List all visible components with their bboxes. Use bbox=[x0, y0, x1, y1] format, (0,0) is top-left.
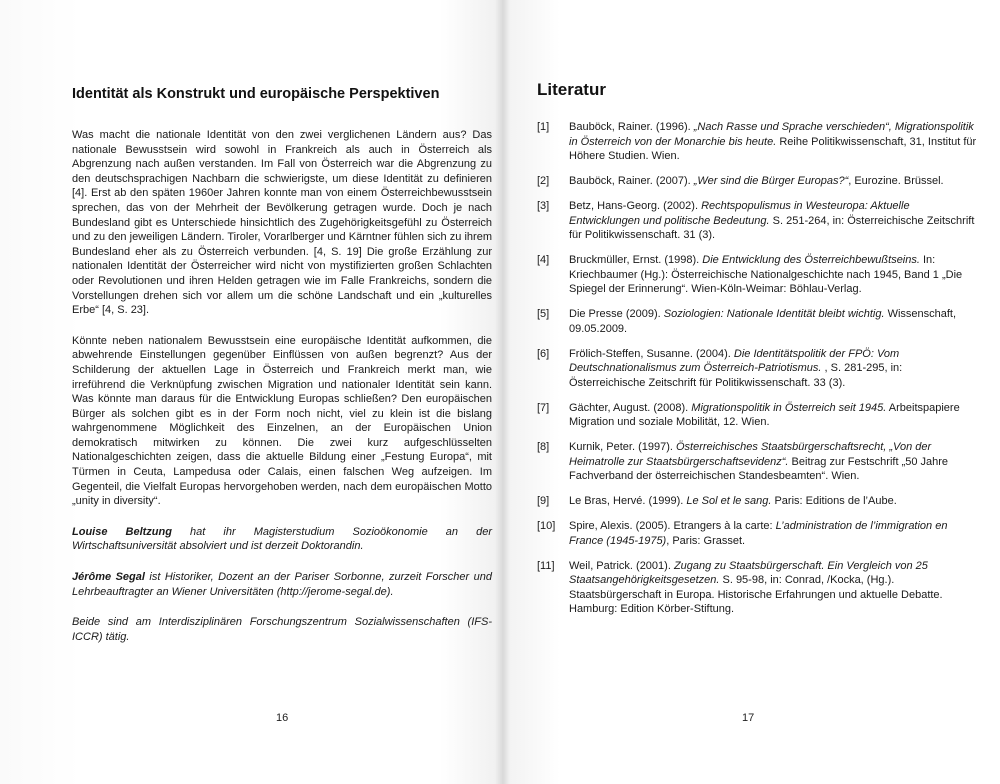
reference-details: , S. 281-295, in: Österreichische Zeitschrift für Politikwissenschaft. 33 (3). bbox=[569, 362, 903, 389]
reference-details: Arbeitspapiere Migration und soziale Mobilität, 12. Wien. bbox=[569, 401, 960, 428]
reference-title: „Nach Rasse und Sprache verschieden“, Migrationspolitik in Österreich von der Monarchie bis heute. bbox=[569, 121, 974, 148]
reference-title: Soziologien: Nationale Identität bleibt wichtig. bbox=[663, 308, 885, 320]
reference-number: [11] bbox=[537, 559, 555, 572]
reference-list bbox=[537, 120, 977, 627]
reference-title: Rechtspopulismus in Westeuropa: Aktuelle Entwicklungen und politische Bedeutung. bbox=[569, 200, 910, 227]
reference-item bbox=[537, 253, 977, 297]
reference-details: , Paris: Grasset. bbox=[666, 534, 746, 547]
page-number: 17 bbox=[742, 712, 755, 724]
reference-author: Bauböck, Rainer. (2007). bbox=[569, 175, 694, 187]
reference-item bbox=[537, 174, 977, 189]
reference-details: Paris: Editions de l’Aube. bbox=[771, 495, 897, 507]
reference-author: Bauböck, Rainer. (1996). bbox=[569, 121, 694, 133]
reference-item bbox=[537, 307, 977, 336]
author-name: Louise Beltzung bbox=[72, 525, 172, 538]
reference-details: Reihe Politikwissenschaft, 31, Institut für Höhere Studien. Wien. bbox=[569, 135, 977, 162]
reference-item bbox=[537, 494, 977, 509]
paragraph: Was macht die nationale Identität von den zwei verglichenen Ländern aus? Das nationale Bewusstsein wird sowohl in Frankreich als auch in Österreich als Abgrenzung nach außen verstanden. Im Fall von Österreich war die Abgrenzung zu den deutschsprachigen Nachbarn die schwierigste, um diese Identität zu definieren [4]. Erst ab den späten 1960er Jahren konnte man von einem Österreichbewusstsein sprechen, das von der Mehrheit der Bevölkerung getragen wurde. Doch je nach Bundesland gibt es Unterschiede hinsichtlich des Zugehörigkeitsgefühl zu Österreich und zu den jeweiligen Ländern. Tiroler, Vorarlberger und Kärntner fühlen sich zu ihrem Bundesland eher als zu Österreich verbunden. [4, S. 19] Die große Erzählung zur nationalen Identität der Österreicher wird nicht von mystifizierten großen Schlachten oder Revolutionen und ihren Helden getragen wie im Falle Frankreichs, sondern die Vorstellungen drehen sich vor allem um die schöne Landschaft und ein „kulturelles Erbe“ [4, S. 23]. bbox=[72, 129, 492, 317]
reference-author: Weil, Patrick. (2001). bbox=[569, 559, 674, 572]
author-name: Jérôme Segal bbox=[72, 571, 145, 584]
reference-item bbox=[537, 440, 977, 484]
reference-author: Le Bras, Hervé. (1999). bbox=[569, 495, 687, 507]
reference-details: In: Kriechbaumer (Hg.): Österreichische Nationalgeschichte nach 1945, Band 1 „Die Spiegel der Erinnerung“. Wien-Köln-Weimar: Böhlau-Verlag. bbox=[569, 254, 963, 295]
reference-number: [2] bbox=[537, 175, 550, 187]
affiliation-note: Beide sind am Interdisziplinären Forschungszentrum Sozialwissenschaften (IFS-ICCR) tätig. bbox=[72, 616, 492, 643]
left-body-text bbox=[72, 128, 492, 660]
reference-author: Die Presse (2009). bbox=[569, 308, 664, 320]
reference-number: [9] bbox=[537, 495, 550, 507]
reference-details: S. 95-98, in: Conrad, /Kocka, (Hg.). Staatsbürgerschaft in Europa. Historische Erfahrungen und aktuelle Debatte. Hamburg: Edition Körber-Stiftung. bbox=[569, 574, 943, 615]
reference-title: Zugang zu Staatsbürgerschaft. Ein Vergleich von 25 Staatsangehörigkeitsgesetzen. bbox=[569, 559, 928, 586]
reference-title: Le Sol et le sang. bbox=[686, 495, 772, 507]
reference-number: [8] bbox=[537, 441, 550, 453]
author-bio bbox=[72, 525, 492, 554]
reference-author: Bruckmüller, Ernst. (1998). bbox=[569, 254, 703, 266]
reference-details: Beitrag zur Festschrift „50 Jahre Fachverband der österreichischen Standesbeamten“. Wien. bbox=[569, 455, 949, 482]
author-bio bbox=[72, 570, 492, 599]
reference-title: Österreichisches Staatsbürgerschaftsrecht, „Von der Heimatrolle zur Staatsbürgerschaftsevidenz“. bbox=[569, 441, 932, 468]
reference-number: [7] bbox=[537, 401, 550, 414]
reference-number: [3] bbox=[537, 200, 550, 212]
reference-title: Die Entwicklung des Österreichbewußtseins. bbox=[702, 254, 920, 266]
reference-item bbox=[537, 559, 977, 617]
reference-title: „Wer sind die Bürger Europas?“ bbox=[693, 175, 849, 187]
section-heading: Identität als Konstrukt und europäische Perspektiven bbox=[72, 86, 440, 102]
reference-title: Die Identitätspolitik der FPÖ: Vom Deutschnationalismus zum Österreich-Patriotismus. bbox=[569, 347, 900, 374]
reference-author: Spire, Alexis. (2005). Etrangers à la carte: bbox=[569, 520, 776, 532]
reference-number: [4] bbox=[537, 254, 550, 266]
reference-author: Betz, Hans-Georg. (2002). bbox=[569, 200, 702, 212]
reference-item bbox=[537, 120, 977, 164]
references-heading: Literatur bbox=[537, 80, 606, 99]
reference-number: [1] bbox=[537, 121, 550, 133]
reference-author: Gächter, August. (2008). bbox=[569, 401, 692, 414]
reference-number: [10] bbox=[537, 520, 556, 532]
reference-item bbox=[537, 199, 977, 243]
author-bio-text: hat ihr Magisterstudium Sozioökonomie an der Wirtschaftsuniversität absolviert und ist derzeit Doktorandin. bbox=[72, 525, 492, 553]
reference-item bbox=[537, 519, 977, 548]
reference-author: Kurnik, Peter. (1997). bbox=[569, 441, 676, 453]
reference-item bbox=[537, 347, 977, 391]
reference-details: S. 251-264, in: Österreichische Zeitschrift für Politikwissenschaft. 31 (3). bbox=[569, 214, 975, 241]
page-number: 16 bbox=[276, 712, 289, 724]
reference-number: [5] bbox=[537, 308, 550, 320]
reference-number: [6] bbox=[537, 347, 550, 360]
author-bio-text: ist Historiker, Dozent an der Pariser Sorbonne, zurzeit Forscher und Lehrbeauftragter an Wiener Universitäten (http://jerome-segal.de). bbox=[72, 571, 493, 598]
reference-title: L’administration de l’immigration en France (1945-1975) bbox=[569, 520, 948, 547]
reference-details: Wissenschaft, 09.05.2009. bbox=[569, 308, 957, 335]
reference-author: Frölich-Steffen, Susanne. (2004). bbox=[569, 347, 734, 360]
reference-title: Migrationspolitik in Österreich seit 1945. bbox=[691, 401, 887, 414]
reference-item bbox=[537, 401, 977, 430]
right-page bbox=[502, 0, 1000, 784]
reference-details: , Eurozine. Brüssel. bbox=[848, 175, 944, 187]
paragraph: Könnte neben nationalem Bewusstsein eine europäische Identität aufkommen, die abwehrende Einstellungen gegenüber Einflüssen von außen begrenzt? Aus der Schilderung der aktuellen Lage in Österreich und Frankreich merkt man, wie irreführend die Verknüpfung zwischen Migration und nationaler Identität sein kann. Was könnte man daraus für die Entwicklung Europas schließen? Den europäischen Bürger als solchen gibt es in der Form noch nicht, viel zu klein ist die bislang wahrgenommene Möglichkeit des Einzelnen, an der Europäischen Union demokratisch mitwirken zu können. Die zwei kurz aufgeschlüsselten Nationalgeschichten zeigen, dass die aktuelle Bildung einer „Festung Europa“, mit Türmen in Ceuta, Lampedusa oder Calais, einen falschen Weg aufzeigen. Im Gegenteil, die Vielfalt Europas hervorgehoben werden, nach dem europäischen Motto „unity in diversity“. bbox=[72, 334, 492, 508]
